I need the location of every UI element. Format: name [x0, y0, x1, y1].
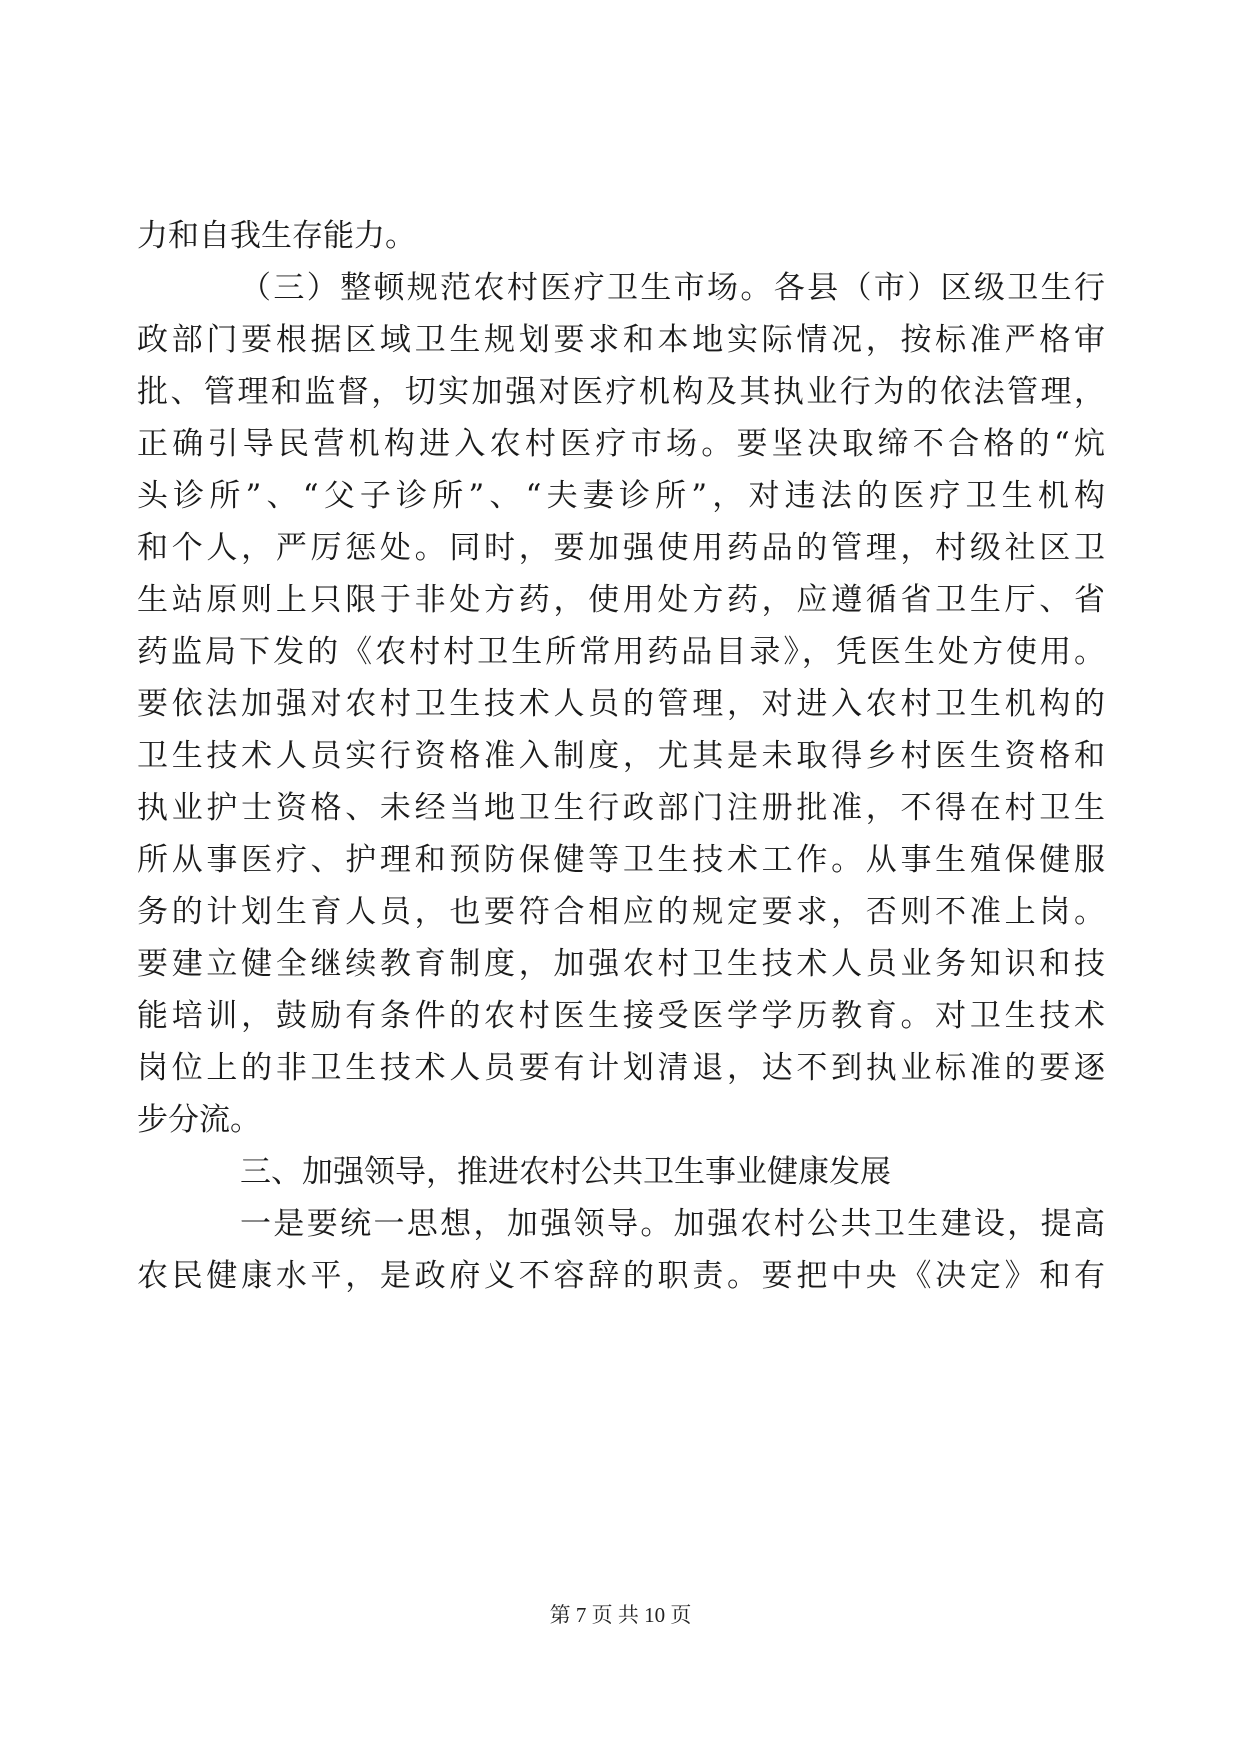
text-line: 岗位上的非卫生技术人员要有计划清退，达不到执业标准的要逐 — [137, 1050, 1105, 1086]
text-line: 力和自我生存能力。 — [137, 218, 416, 254]
text-line: 政部门要根据区域卫生规划要求和本地实际情况，按标准严格审 — [137, 322, 1105, 358]
text-line: 批、管理和监督，切实加强对医疗机构及其执业行为的依法管理， — [137, 374, 1105, 410]
text-line: 和个人，严厉惩处。同时，要加强使用药品的管理，村级社区卫 — [137, 530, 1105, 566]
text-line: 所从事医疗、护理和预防保健等卫生技术工作。从事生殖保健服 — [137, 842, 1105, 878]
text-line: 一是要统一思想，加强领导。加强农村公共卫生建设，提高 — [240, 1206, 1105, 1242]
text-line: 要建立健全继续教育制度，加强农村卫生技术人员业务知识和技 — [137, 946, 1105, 982]
text-line: 步分流。 — [137, 1102, 261, 1138]
text-line: 卫生技术人员实行资格准入制度，尤其是未取得乡村医生资格和 — [137, 738, 1105, 774]
text-line: 执业护士资格、未经当地卫生行政部门注册批准，不得在村卫生 — [137, 790, 1105, 826]
text-line: 头诊所”、“父子诊所”、“夫妻诊所”，对违法的医疗卫生机构 — [137, 478, 1105, 514]
section-heading: 三、加强领导，推进农村公共卫生事业健康发展 — [240, 1154, 891, 1190]
text-line: 药监局下发的《农村村卫生所常用药品目录》，凭医生处方使用。 — [137, 634, 1105, 670]
text-line: （三）整顿规范农村医疗卫生市场。各县（市）区级卫生行 — [240, 270, 1105, 306]
text-line: 正确引导民营机构进入农村医疗市场。要坚决取缔不合格的“炕 — [137, 426, 1105, 462]
text-line: 生站原则上只限于非处方药，使用处方药，应遵循省卫生厅、省 — [137, 582, 1105, 618]
text-line: 务的计划生育人员，也要符合相应的规定要求，否则不准上岗。 — [137, 894, 1105, 930]
text-line: 要依法加强对农村卫生技术人员的管理，对进入农村卫生机构的 — [137, 686, 1105, 722]
text-line: 能培训，鼓励有条件的农村医生接受医学学历教育。对卫生技术 — [137, 998, 1105, 1034]
text-line: 农民健康水平，是政府义不容辞的职责。要把中央《决定》和有 — [137, 1258, 1105, 1294]
page-number-footer: 第 7 页 共 10 页 — [549, 1603, 692, 1627]
